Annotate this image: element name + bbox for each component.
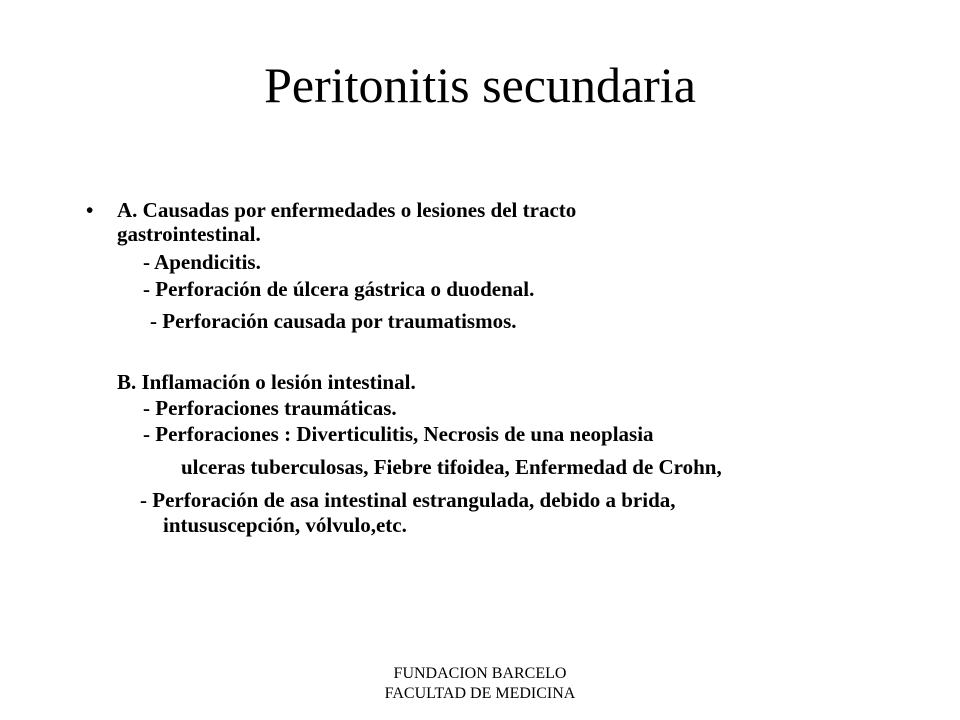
footer-line2: FACULTAD DE MEDICINA xyxy=(384,685,576,702)
section-b-item-continuation: ulceras tuberculosas, Fiebre tifoidea, Enfermedad de Crohn, xyxy=(181,455,722,479)
section-a-item: - Apendicitis. xyxy=(143,250,261,274)
footer-line1: FUNDACION BARCELO xyxy=(393,665,567,682)
footer xyxy=(0,664,960,704)
section-a-heading-line2: gastrointestinal. xyxy=(117,222,261,246)
bullet-marker: • xyxy=(86,198,94,222)
section-a-heading-line1: A. Causadas por enfermedades o lesiones del tracto xyxy=(117,198,577,222)
section-b-item-continuation: intususcepción, vólvulo,etc. xyxy=(163,513,407,537)
section-a-item: - Perforación causada por traumatismos. xyxy=(150,309,517,333)
section-b-heading: B. Inflamación o lesión intestinal. xyxy=(117,370,416,394)
section-b-item: - Perforaciones traumáticas. xyxy=(143,396,397,420)
slide-title: Peritonitis secundaria xyxy=(264,57,696,113)
section-b-item: - Perforación de asa intestinal estrangulada, debido a brida, xyxy=(140,488,676,512)
section-b-item: - Perforaciones : Diverticulitis, Necrosis de una neoplasia xyxy=(143,422,654,446)
section-a-item: - Perforación de úlcera gástrica o duodenal. xyxy=(143,277,535,301)
